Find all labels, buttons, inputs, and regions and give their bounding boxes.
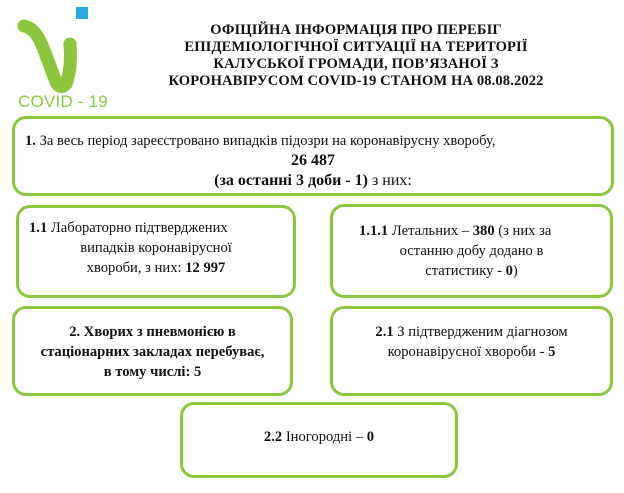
title-line: ОФІЦІЙНА ІНФОРМАЦІЯ ПРО ПЕРЕБІГ [210,22,502,38]
deaths-text: ) [512,263,518,279]
block-number: 2.1 [375,324,394,340]
v-logo-icon [14,4,114,96]
recent-cases-line [12,171,614,191]
total-cases-value: 26 487 [291,152,335,169]
diagnosis-text: З підтвердженим діагнозом [393,324,568,340]
deaths-recent-value: 0 [505,263,513,279]
block-number: 1.1 [29,220,48,236]
confirmed-value: 12 997 [185,260,226,276]
confirmed-text: хвороби, з них: [86,260,186,276]
deaths-line-2: останню добу додано в [399,243,544,259]
block-number: 1.1.1 [359,223,389,239]
covid-logo [14,4,114,112]
title-line: ЕПІДЕМІОЛОГІЧНОЇ СИТУАЦІЇ НА ТЕРИТОРІЇ [184,39,528,55]
recent-cases: (за останні 3 доби - 1) [214,172,368,189]
nonresidents-value: 0 [366,429,375,445]
total-cases-line [25,131,495,151]
block-number: 2.2 [263,429,283,445]
pneumonia-line-2: стаціонарних закладах перебуває, [40,344,265,360]
recent-suffix: з них: [367,172,412,189]
total-cases-text: За весь період зареєстровано випадків підозри на коронавірусну хворобу, [35,133,496,149]
deaths-line-1 [359,221,551,241]
deaths-text: Летальних – [388,223,473,239]
block-number: 1. [25,133,36,149]
diagnosis-value: 5 [548,344,556,360]
diagnosis-line-2 [330,342,613,362]
confirmed-line-3 [16,258,296,278]
title-line: КАЛУСЬКОЇ ГРОМАДИ, ПОВ’ЯЗАНОЇ З [213,56,499,72]
deaths-value: 380 [472,223,495,239]
pneumonia-line-1: 2. Хворих з пневмонією в [69,324,236,340]
confirmed-line-1 [29,218,228,238]
diagnosis-text: коронавірусної хвороби - [387,344,549,360]
nonresidents-line [180,427,458,447]
nonresidents-text: Іногородні – [282,429,367,445]
confirmed-line-2: випадків коронавірусної [80,240,232,256]
logo-text: COVID - 19 [18,92,108,111]
deaths-text: (з них за [494,223,552,239]
pneumonia-line-3: в тому числі: 5 [103,364,202,380]
diagnosis-line-1 [330,322,613,342]
deaths-text: статистику - [425,263,506,279]
title-line: КОРОНАВІРУСОМ COVID-19 СТАНОМ НА 08.08.2022 [168,73,544,89]
confirmed-text: Лабораторно підтверджених [47,220,228,236]
page-title [118,22,594,90]
deaths-line-3 [330,261,613,281]
